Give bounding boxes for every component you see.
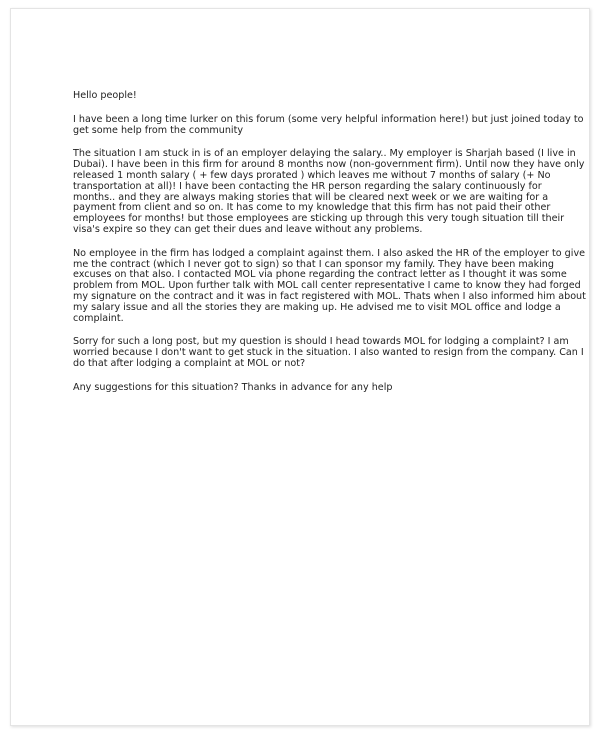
document-page <box>10 8 590 726</box>
text-line: Sorry for such a long post, but my question is should I head towards MOL for lodging a complaint? I am <box>73 336 569 348</box>
text-line: Dubai). I have been in this firm for around 8 months now (non-government firm). Until now they have only <box>73 159 585 171</box>
paragraph <box>73 249 586 325</box>
text-line: my salary issue and all the stories they are making up. He advised me to visit MOL office and lodge a <box>73 301 561 313</box>
text-line: me the contract (which I never got to sign) so that I can sponsor my family. They have been making <box>73 258 554 270</box>
paragraph <box>73 149 586 235</box>
document-body <box>73 91 586 407</box>
text-line: months.. and they are always making stories that will be cleared next week or we are waiting for a <box>73 191 549 203</box>
paragraph <box>73 115 586 137</box>
text-line: do that after lodging a complaint at MOL or not? <box>73 357 306 369</box>
text-line: payment from client and so on. It has come to my knowledge that this firm has not paid their other <box>73 202 551 214</box>
paragraph <box>73 383 586 394</box>
text-line: employees for months! but those employees are sticking up through this very tough situation till their <box>73 213 565 225</box>
text-line: I have been a long time lurker on this forum (some very helpful information here!) but just joined today to <box>73 113 584 125</box>
text-line: worried because I don't want to get stuck in the situation. I also wanted to resign from the company. Can I <box>73 347 584 359</box>
text-line: No employee in the firm has lodged a complaint against them. I also asked the HR of the employer to give <box>73 247 586 259</box>
text-line: Hello people! <box>73 90 137 101</box>
paragraph <box>73 91 586 102</box>
text-line: complaint. <box>73 312 124 324</box>
text-line: problem from MOL. Upon further talk with MOL call center representative I came to know they had forged <box>73 280 581 292</box>
text-line: transportation at all)! I have been contacting the HR person regarding the salary continuously for <box>73 180 542 192</box>
text-line: my signature on the contract and it was in fact registered with MOL. Thats when I also informed him about <box>73 290 586 302</box>
text-line: get some help from the community <box>73 124 244 136</box>
text-line: Any suggestions for this situation? Thanks in advance for any help <box>73 381 393 393</box>
text-line: excuses on that also. I contacted MOL via phone regarding the contract letter as I thought it was some <box>73 269 567 281</box>
paragraph <box>73 337 586 369</box>
text-line: released 1 month salary ( + few days prorated ) which leaves me without 7 months of salary (+ No <box>73 169 551 181</box>
text-line: The situation I am stuck in is of an employer delaying the salary.. My employer is Sharjah based (I live in <box>73 148 576 160</box>
text-line: visa's expire so they can get their dues and leave without any problems. <box>73 223 423 235</box>
